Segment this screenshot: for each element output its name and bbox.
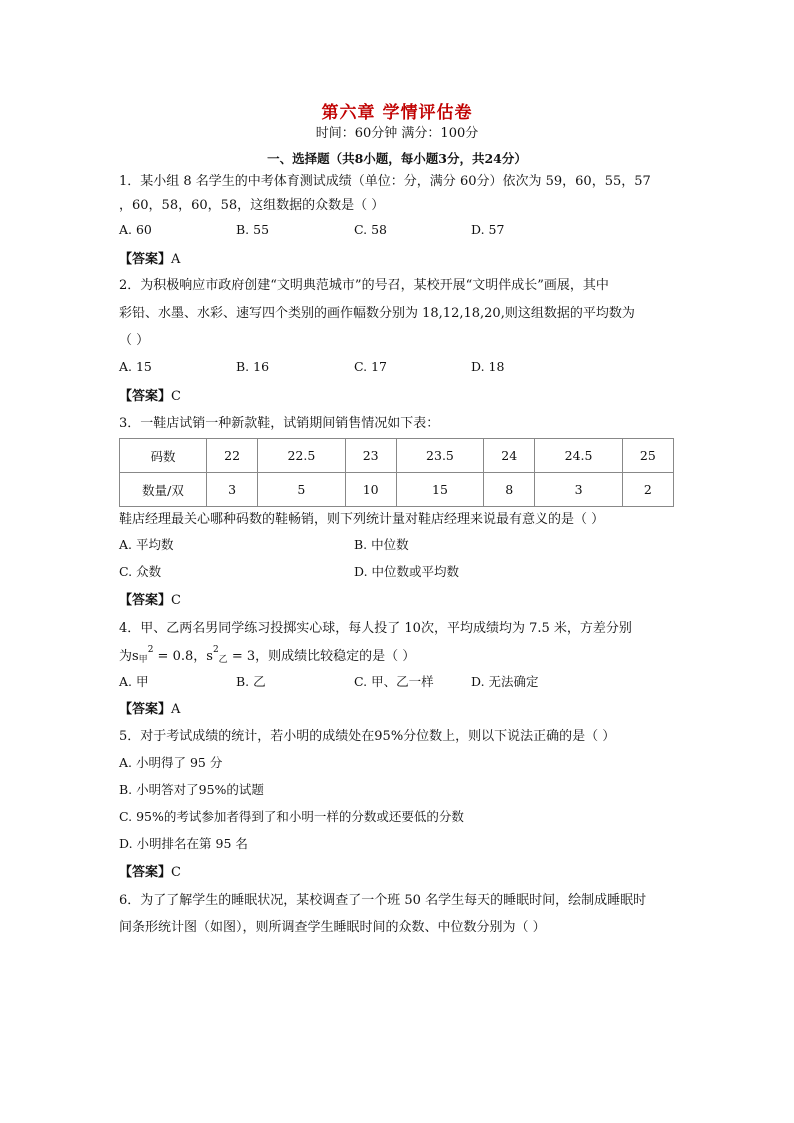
q4-text-line1: 4．甲、乙两名男同学练习投掷实心球，每人投了 10次，平均成绩均为 7.5 米，方差分别 (119, 621, 632, 636)
section-heading: 一、选择题（共8小题，每小题3分，共24分） (267, 151, 527, 166)
q3-option-d: D. 中位数或平均数 (354, 564, 460, 579)
variance-subscript-jia: 甲 (138, 655, 148, 665)
q4-text-segment: = 0.8，s (153, 649, 213, 664)
q4-text-segment: 为s (119, 649, 139, 664)
answer-label: 【答案】 (119, 252, 172, 267)
q4-option-b: B. 乙 (236, 674, 266, 689)
table-cell: 24.5 (535, 439, 622, 473)
q5-option-c: C. 95%的考试参加者得到了和小明一样的分数或还要低的分数 (119, 809, 464, 824)
q3-answer (119, 589, 181, 608)
answer-label: 【答案】 (119, 389, 172, 404)
table-header-cell: 码数 (120, 439, 207, 473)
answer-value: C (171, 865, 181, 880)
q1-option-b: B. 55 (236, 222, 270, 237)
q1-option-a: A. 60 (119, 222, 152, 237)
page-title: 第六章 学情评估卷 (321, 103, 473, 123)
q5-option-b: B. 小明答对了95%的试题 (119, 782, 264, 797)
q4-option-a: A. 甲 (119, 674, 149, 689)
table-cell: 3 (535, 473, 622, 507)
answer-label: 【答案】 (119, 702, 172, 717)
table-cell: 22.5 (258, 439, 345, 473)
q1-answer (119, 248, 180, 267)
table-cell: 3 (207, 473, 258, 507)
variance-superscript: 2 (147, 645, 154, 655)
q3-option-a: A. 平均数 (119, 537, 174, 552)
table-header-cell: 数量/双 (120, 473, 207, 507)
q2-option-b: B. 16 (236, 359, 270, 374)
q5-text-line1: 5．对于考试成绩的统计，若小明的成绩处在95%分位数上，则以下说法正确的是（ ） (119, 729, 616, 744)
table-cell: 23 (345, 439, 396, 473)
table-cell: 15 (396, 473, 483, 507)
size-sales-table (119, 438, 674, 507)
q6-text-line1: 6．为了了解学生的睡眠状况，某校调查了一个班 50 名学生每天的睡眠时间，绘制成睡眠时 (119, 893, 647, 908)
table-row (120, 473, 674, 507)
answer-value: C (171, 389, 181, 404)
variance-subscript-yi: 乙 (218, 655, 228, 665)
exam-info: 时间：60分钟 满分：100分 (315, 126, 479, 141)
q2-option-d: D. 18 (471, 359, 505, 374)
q4-option-c: C. 甲、乙一样 (354, 674, 434, 689)
table-cell: 24 (484, 439, 535, 473)
q3-option-c: C. 众数 (119, 564, 162, 579)
q5-option-a: A. 小明得了 95 分 (119, 755, 223, 770)
q5-option-d: D. 小明排名在第 95 名 (119, 836, 248, 851)
q4-text-segment: = 3，则成绩比较稳定的是（ ） (227, 649, 416, 664)
variance-superscript: 2 (212, 645, 219, 655)
table-cell: 22 (207, 439, 258, 473)
q1-option-d: D. 57 (471, 222, 505, 237)
q3-option-b: B. 中位数 (354, 537, 409, 552)
answer-label: 【答案】 (119, 593, 172, 608)
q4-answer (119, 698, 180, 717)
answer-value: A (171, 252, 181, 267)
table-cell: 25 (622, 439, 673, 473)
q1-option-c: C. 58 (354, 222, 387, 237)
answer-value: A (171, 702, 181, 717)
q4-text-line2 (119, 645, 415, 664)
q2-option-c: C. 17 (354, 359, 387, 374)
q3-text-line2: 鞋店经理最关心哪种码数的鞋畅销，则下列统计量对鞋店经理来说最有意义的是（ ） (119, 512, 605, 527)
q1-text-line1: 1．某小组 8 名学生的中考体育测试成绩（单位：分，满分 60分）依次为 59，60，55，57 (119, 174, 651, 189)
q2-text-line2: 彩铅、水墨、水彩、速写四个类别的画作幅数分别为 18,12,18,20,则这组数据的平均数为 (119, 306, 635, 321)
q2-option-a: A. 15 (119, 359, 152, 374)
table-cell: 10 (345, 473, 396, 507)
table-cell: 2 (622, 473, 673, 507)
q2-answer (119, 385, 181, 404)
table-cell: 5 (258, 473, 345, 507)
answer-value: C (171, 593, 181, 608)
q5-answer (119, 861, 181, 880)
answer-label: 【答案】 (119, 865, 172, 880)
table-cell: 8 (484, 473, 535, 507)
q1-text-line2: ，60，58，60，58，这组数据的众数是（ ） (119, 198, 385, 213)
table-row (120, 439, 674, 473)
q2-text-line1: 2．为积极响应市政府创建“文明典范城市”的号召，某校开展“文明伴成长”画展，其中 (119, 278, 609, 293)
q6-text-line2: 间条形统计图（如图），则所调查学生睡眠时间的众数、中位数分别为（ ） (119, 920, 546, 935)
q4-option-d: D. 无法确定 (471, 674, 539, 689)
q3-text-line1: 3．一鞋店试销一种新款鞋，试销期间销售情况如下表： (119, 416, 440, 431)
q2-text-line3: （ ） (119, 333, 150, 348)
table-cell: 23.5 (396, 439, 483, 473)
